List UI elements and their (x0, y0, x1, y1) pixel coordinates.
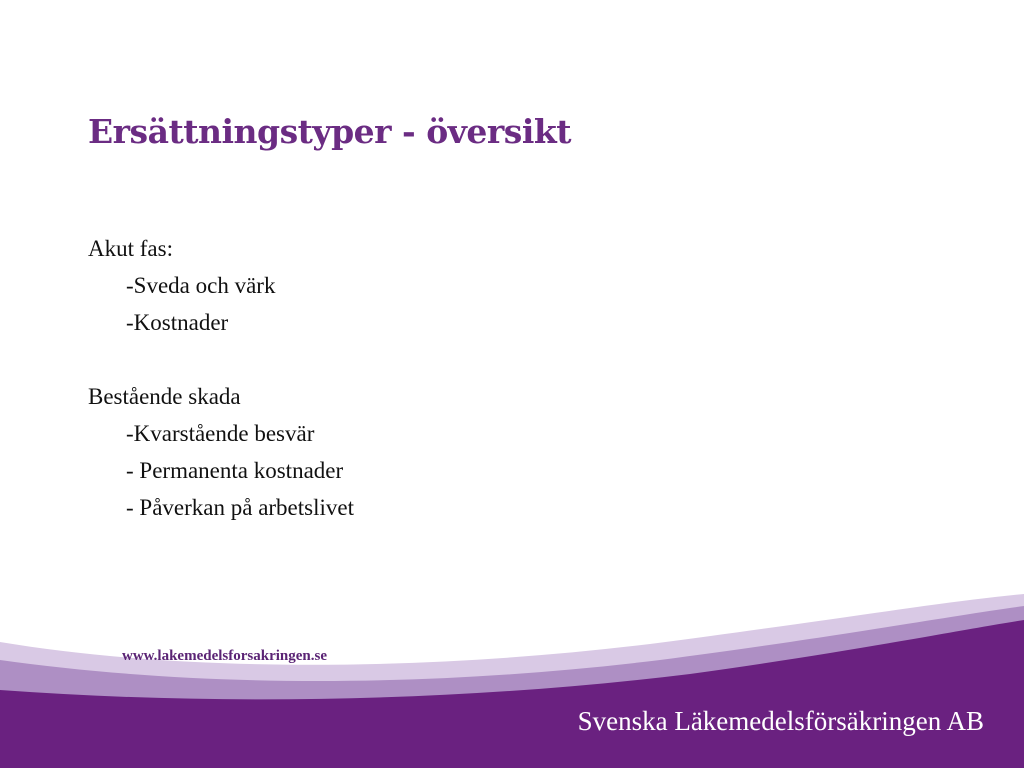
section-permanent-damage (88, 378, 354, 526)
list-item: -Kvarstående besvär (126, 421, 315, 446)
section-heading: Bestående skada (88, 384, 241, 409)
section-acute-phase (88, 230, 354, 341)
slide-title: Ersättningstyper - översikt (88, 112, 571, 151)
company-name: Svenska Läkemedelsförsäkringen AB (577, 706, 984, 736)
list-item: - Permanenta kostnader (126, 458, 344, 483)
list-item: -Sveda och värk (126, 273, 276, 298)
list-item: - Påverkan på arbetslivet (126, 495, 354, 520)
footer-wave-band (0, 580, 1024, 768)
website-url: www.lakemedelsforsakringen.se (122, 648, 327, 664)
slide-body (88, 230, 354, 563)
section-heading: Akut fas: (88, 236, 173, 261)
list-item: -Kostnader (126, 310, 229, 335)
